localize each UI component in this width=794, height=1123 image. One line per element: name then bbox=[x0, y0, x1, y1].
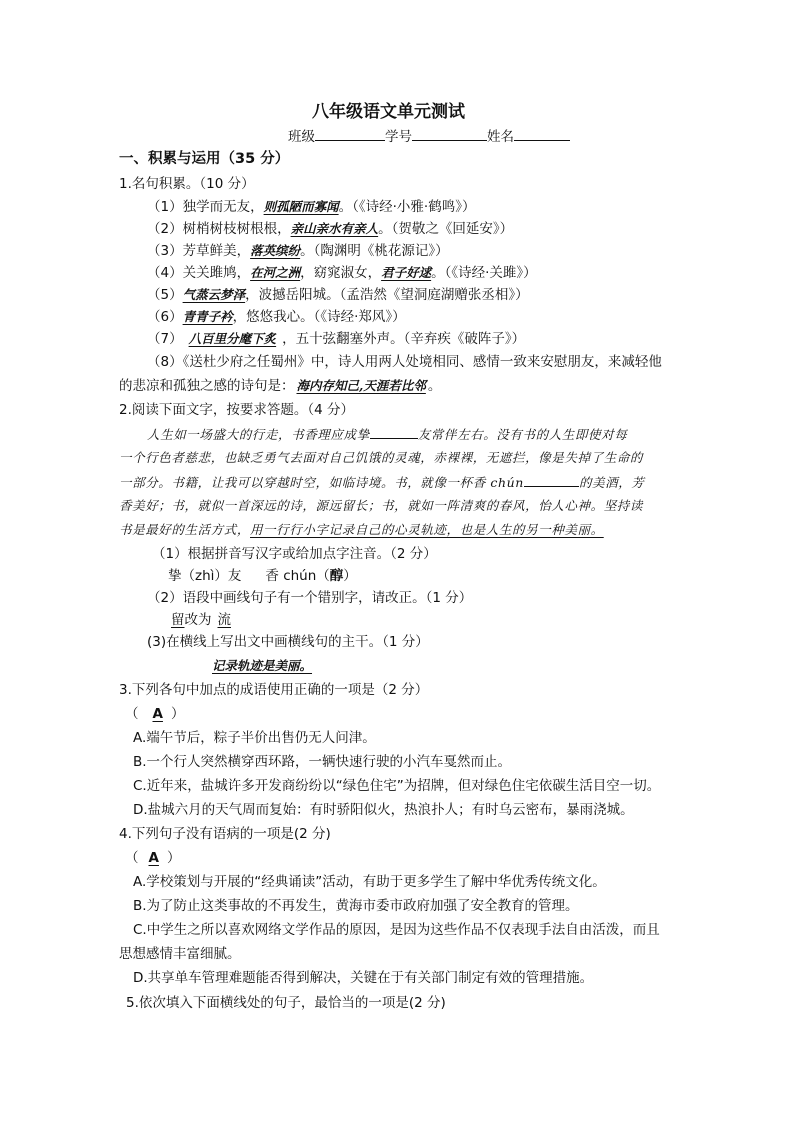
answer-text: 八百里分麾下炙 bbox=[188, 331, 277, 346]
q3-option-b: B.一个行人突然横穿西环路，一辆快速行驶的小汽车戛然而止。 bbox=[133, 754, 512, 770]
page-title: 八年级语文单元测试 bbox=[312, 102, 465, 122]
q4-option-d: D.共享单车管理难题能否得到解决，关键在于有关部门制定有效的管理措施。 bbox=[133, 970, 594, 986]
name-blank[interactable] bbox=[514, 127, 570, 141]
student-id-label: 学号 bbox=[385, 129, 412, 145]
question-5-stem: 5.依次填入下面横线处的句子，最恰当的一项是(2 分) bbox=[126, 995, 446, 1011]
passage-blank[interactable] bbox=[370, 425, 418, 439]
answer-text: 亲山亲水有亲人 bbox=[290, 221, 379, 236]
answer-text: 气蒸云梦泽 bbox=[182, 287, 246, 302]
answer-text: 海内存知己,天涯若比邻 bbox=[296, 378, 426, 393]
q2-sub-3: (3)在横线上写出文中画横线句的主干。（1 分） bbox=[147, 634, 429, 650]
section-heading: 一、积累与运用（35 分） bbox=[119, 151, 290, 167]
q3-answer-bracket: （ A ） bbox=[125, 706, 185, 722]
answer-text: 流 bbox=[217, 612, 231, 628]
q4-option-a: A.学校策划与开展的“经典诵读”活动，有助于更多学生了解中华优秀传统文化。 bbox=[133, 874, 606, 890]
question-1-stem: 1.名句积累。（10 分） bbox=[119, 176, 255, 192]
q3-option-a: A.端午节后，粽子半价出售仍无人问津。 bbox=[133, 730, 376, 746]
question-2-stem: 2.阅读下面文字，按要求答题。（4 分） bbox=[119, 402, 355, 418]
q4-option-b: B.为了防止这类事故的不再发生，黄海市委市政府加强了安全教育的管理。 bbox=[133, 898, 579, 914]
passage-line-1: 人生如一场盛大的行走，书香理应成挚 友常伴左右。没有书的人生即使对每 bbox=[147, 427, 628, 442]
passage-line-4: 香美好；书，就似一首深远的诗，源远留长；书，就如一阵清爽的春风，怡人心神。坚持读 bbox=[119, 498, 644, 513]
q1-item-5: （5）气蒸云梦泽，波撼岳阳城。（孟浩然《望洞庭湖赠张丞相》） bbox=[147, 287, 529, 303]
q1-item-1: （1）独学而无友，则孤陋而寡闻。（《诗经·小雅·鹤鸣》） bbox=[147, 199, 476, 215]
answer-text: A bbox=[152, 706, 163, 722]
q3-option-c: C.近年来，盐城许多开发商纷纷以“绿色住宅”为招牌，但对绿色住宅依碳生活目空一切。 bbox=[133, 778, 661, 794]
q1-item-4: （4）关关雎鸠，在河之洲，窈窕淑女，君子好逑。（《诗经·关雎》） bbox=[147, 265, 537, 281]
class-blank[interactable] bbox=[315, 127, 385, 141]
question-4-stem: 4.下列句子没有语病的一项是(2 分) bbox=[119, 826, 331, 842]
q1-item-2: （2）树梢树枝树根根，亲山亲水有亲人。（贺敬之《回延安》） bbox=[147, 221, 514, 237]
q2-sub-2-answer: 留改为 流 bbox=[165, 611, 237, 629]
q4-option-c: C.中学生之所以喜欢网络文学作品的原因，是因为这些作品不仅表现手法自由活泼，而且 bbox=[133, 922, 660, 938]
q1-item-7: （7） 八百里分麾下炙 ，五十弦翻塞外声。（辛弃疾《破阵子》） bbox=[147, 331, 526, 347]
q4-answer-bracket: （ A ） bbox=[125, 850, 181, 866]
student-info-fields bbox=[288, 127, 570, 146]
class-label: 班级 bbox=[288, 129, 315, 145]
question-3-stem: 3.下列各句中加点的成语使用正确的一项是（2 分） bbox=[119, 682, 429, 698]
passage-blank[interactable] bbox=[524, 473, 579, 487]
q3-option-d: D.盐城六月的天气周而复始：有时骄阳似火，热浪扑人；有时乌云密布，暴雨浇城。 bbox=[133, 802, 634, 818]
q1-item-6: （6）青青子衿，悠悠我心。（《诗经·郑风》） bbox=[147, 309, 406, 325]
q2-sub-2: （2）语段中画线句子有一个错别字，请改正。（1 分） bbox=[147, 590, 473, 606]
answer-text: 君子好逑 bbox=[381, 265, 432, 280]
answer-text: 记录轨迹是美丽。 bbox=[212, 658, 313, 673]
answer-text: 醇 bbox=[329, 568, 344, 584]
answer-text: A bbox=[148, 850, 159, 866]
q1-item-8-line2: 的悲凉和孤独之感的诗句是： 海内存知己,天涯若比邻 。 bbox=[119, 378, 442, 394]
answer-text: 留 bbox=[171, 612, 185, 628]
passage-line-2: 一个行色者慈悲，也缺乏勇气去面对自己饥饿的灵魂，赤裸裸，无遮拦，像是失掉了生命的 bbox=[119, 450, 644, 465]
name-label: 姓名 bbox=[487, 129, 514, 145]
passage-line-5: 书是最好的生活方式，用一行行小字记录自己的心灵轨迹，也是人生的另一种美丽。 bbox=[119, 522, 604, 537]
answer-text: 落英缤纷 bbox=[250, 243, 301, 258]
answer-text: 在河之洲 bbox=[250, 265, 301, 280]
q2-sub-1: （1）根据拼音写汉字或给加点字注音。（2 分） bbox=[152, 546, 437, 562]
answer-text: 则孤陋而寡闻 bbox=[263, 199, 339, 214]
answer-text: 青青子衿 bbox=[182, 309, 233, 324]
q2-sub-3-answer bbox=[206, 657, 316, 675]
underlined-sentence: 用一行行小字记录自己的心灵轨迹，也是人生的另一种美丽。 bbox=[250, 522, 604, 537]
student-id-blank[interactable] bbox=[412, 127, 487, 141]
q2-sub-1-answers: 挚（zhì）友 香 chún（醇） bbox=[168, 568, 357, 584]
q1-item-3: （3）芳草鲜美，落英缤纷。（陶渊明《桃花源记》） bbox=[147, 243, 449, 259]
q4-option-c-cont: 思想感情丰富细腻。 bbox=[119, 946, 241, 962]
passage-line-3: 一部分。书籍，让我可以穿越时空，如临诗境。书，就像一杯香 chún 的美酒，芳 bbox=[119, 475, 645, 490]
q1-item-8-line1: （8）《送杜少府之任蜀州》中，诗人用两人处境相同、感情一致来安慰朋友，来减轻他 bbox=[147, 354, 662, 370]
